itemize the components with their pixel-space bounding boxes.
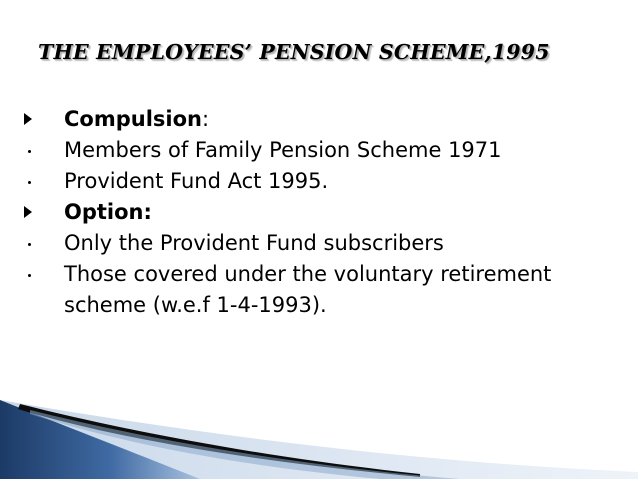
dot-bullet-icon xyxy=(24,166,48,197)
dot-bullet-icon xyxy=(24,135,48,166)
list-item xyxy=(24,166,614,197)
list-item xyxy=(24,228,614,259)
item-text: Members of Family Pension Scheme 1971 xyxy=(64,138,502,162)
item-text: Provident Fund Act 1995. xyxy=(64,169,329,193)
bullet-list xyxy=(24,104,614,321)
dot-bullet-icon xyxy=(24,228,48,259)
list-item xyxy=(24,197,614,228)
list-item xyxy=(24,104,614,135)
list-item xyxy=(24,135,614,166)
item-text: : xyxy=(201,107,210,131)
list-item xyxy=(24,259,614,321)
arrow-bullet-icon xyxy=(24,104,48,135)
arrow-bullet-icon xyxy=(24,197,48,228)
item-heading: Option: xyxy=(64,200,152,224)
item-text: Only the Provident Fund subscribers xyxy=(64,231,444,255)
item-text: Those covered under the voluntary retirement scheme (w.e.f 1-4-1993). xyxy=(64,262,552,317)
dot-bullet-icon xyxy=(24,259,48,290)
item-heading: Compulsion xyxy=(64,107,202,131)
page-title: THE EMPLOYEES’ PENSION SCHEME,1995 xyxy=(38,40,550,64)
